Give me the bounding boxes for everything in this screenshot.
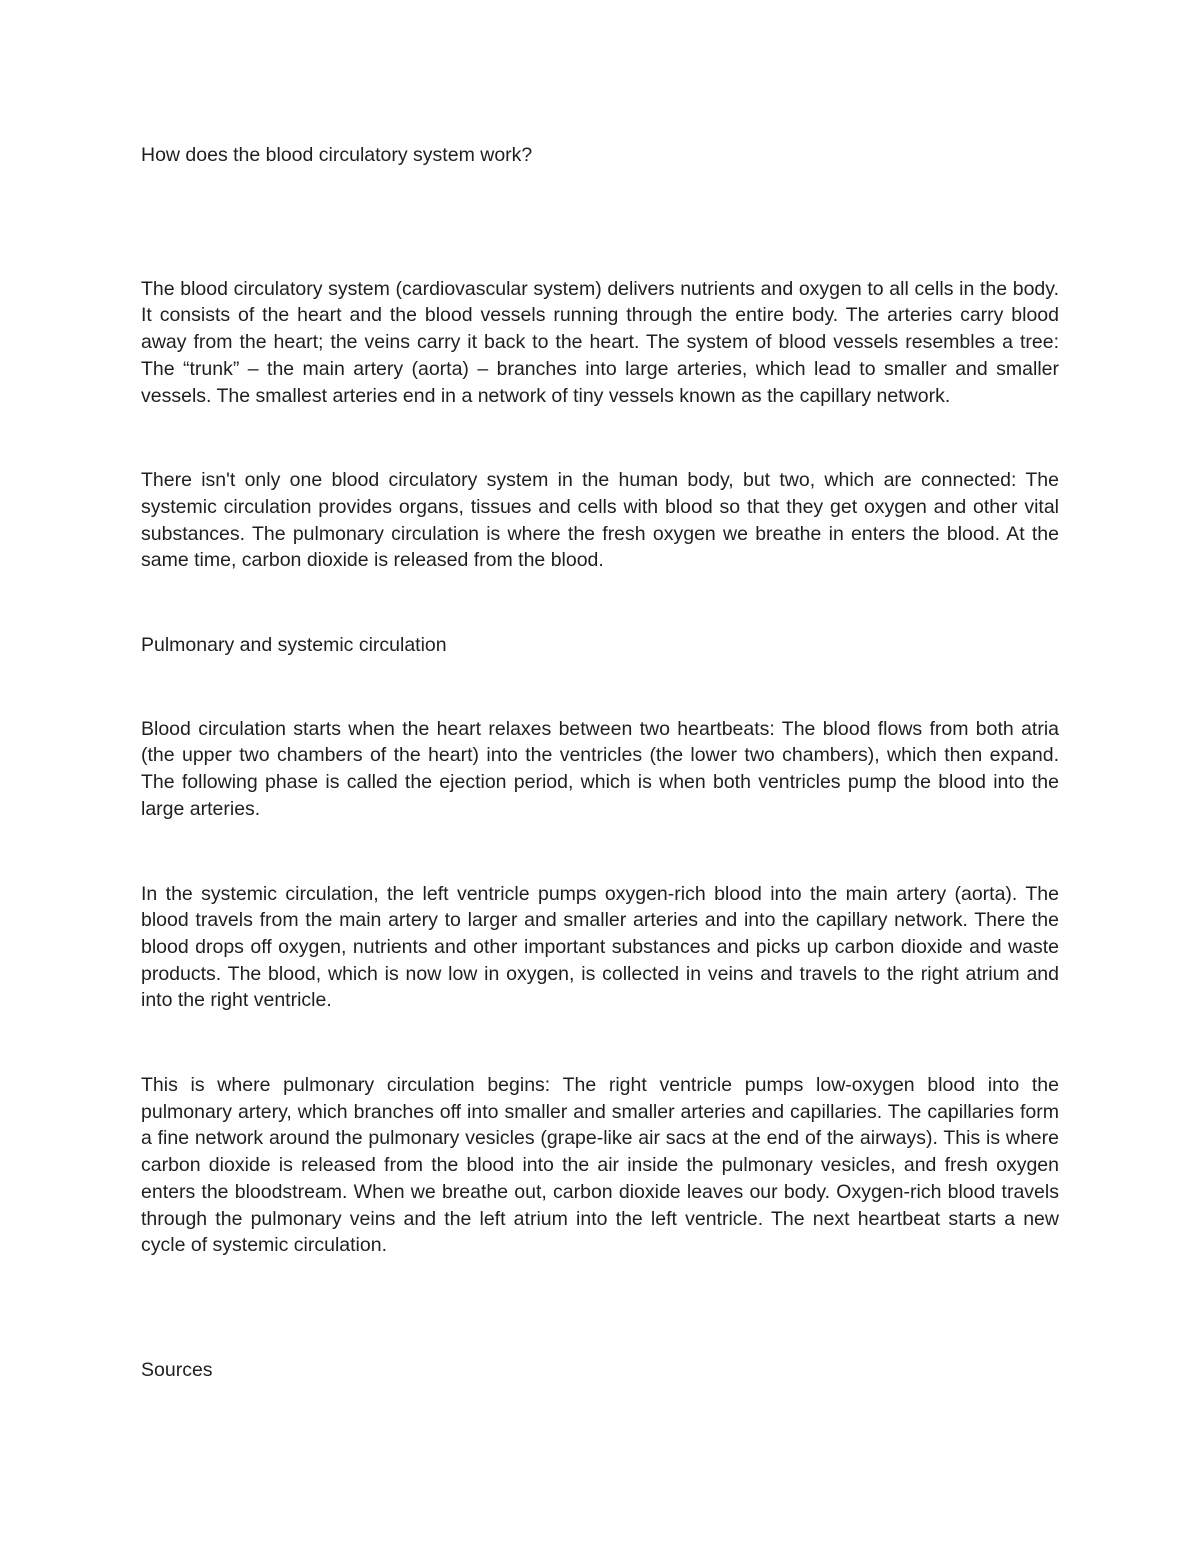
paragraph-systemic-circulation: In the systemic circulation, the left ventricle pumps oxygen-rich blood into the main artery (aorta). The blood travels from the main artery to larger and smaller arteries and into the capillary network. There the blood drops off oxygen, nutrients and other important substances and picks up carbon dioxide and waste products. The blood, which is now low in oxygen, is collected in veins and travels to the right atrium and into the right ventricle. [141, 882, 1059, 1012]
document-body [141, 142, 1059, 1384]
paragraph-two-circulations: There isn't only one blood circulatory system in the human body, but two, which are connected: The systemic circulation provides organs, tissues and cells with blood so that they get oxygen and other vital substances. The pulmonary circulation is where the fresh oxygen we breathe in enters the blood. At the same time, carbon dioxide is released from the blood. [141, 469, 1059, 572]
document-title: How does the blood circulatory system work? [141, 144, 533, 166]
sources-heading: Sources [141, 1358, 213, 1381]
paragraph-heart-cycle: Blood circulation starts when the heart relaxes between two heartbeats: The blood flows from both atria (the upper two chambers of the heart) into the ventricles (the lower two chambers), which then expand. The following phase is called the ejection period, which is when both ventricles pump the blood into the large arteries. [141, 717, 1059, 820]
paragraph-intro: The blood circulatory system (cardiovascular system) delivers nutrients and oxygen to all cells in the body. It consists of the heart and the blood vessels running through the entire body. The arteries carry blood away from the heart; the veins carry it back to the heart. The system of blood vessels resembles a tree: The “trunk” – the main artery (aorta) – branches into large arteries, which lead to smaller and smaller vessels. The smallest arteries end in a network of tiny vessels known as the capillary network. [141, 277, 1059, 407]
paragraph-pulmonary-circulation: This is where pulmonary circulation begins: The right ventricle pumps low-oxygen blood into the pulmonary artery, which branches off into smaller and smaller arteries and capillaries. The capillaries form a fine network around the pulmonary vesicles (grape-like air sacs at the end of the airways). This is where carbon dioxide is released from the blood into the air inside the pulmonary vesicles, and fresh oxygen enters the bloodstream. When we breathe out, carbon dioxide leaves our body. Oxygen-rich blood travels through the pulmonary veins and the left atrium into the left ventricle. The next heartbeat starts a new cycle of systemic circulation. [141, 1074, 1059, 1257]
section-heading: Pulmonary and systemic circulation [141, 634, 447, 657]
